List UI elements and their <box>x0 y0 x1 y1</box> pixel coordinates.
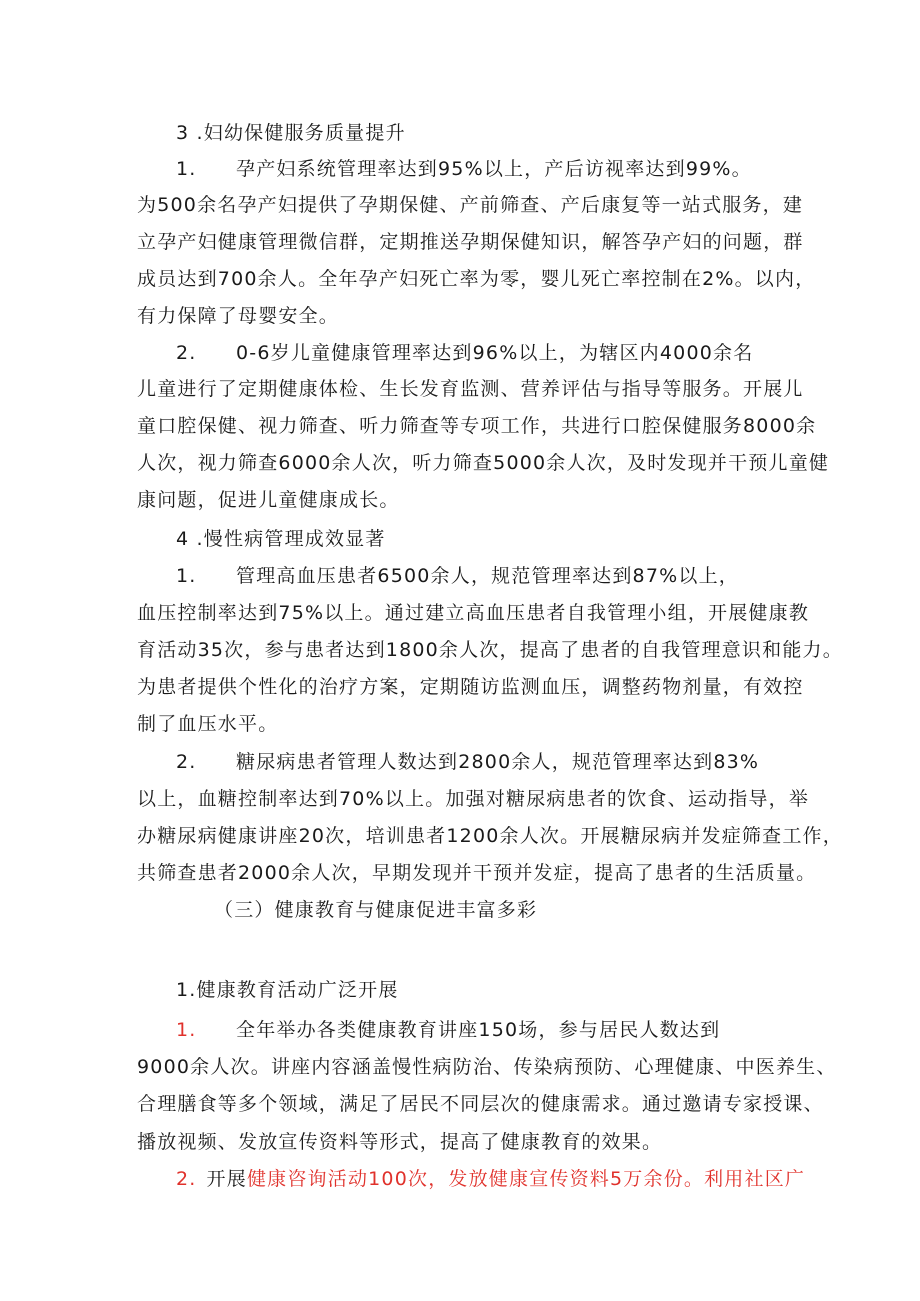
item-number: 2. <box>176 342 197 364</box>
paragraph-line: 播放视频、发放宣传资料等形式，提高了健康教育的效果。 <box>137 1131 663 1153</box>
item-heading-text: 糖尿病患者管理人数达到2800余人，规范管理率达到83% <box>236 751 760 773</box>
subsection-heading: 1.健康教育活动广泛开展 <box>176 979 399 1001</box>
section-heading-chronic-disease: 4 .慢性病管理成效显著 <box>176 528 386 550</box>
item-heading <box>176 750 759 774</box>
item-number: 1. <box>176 158 197 180</box>
paragraph-line: 制了血压水平。 <box>137 713 279 735</box>
paragraph-line: 9000余人次。讲座内容涵盖慢性病防治、传染病预防、心理健康、中医养生、 <box>137 1056 837 1078</box>
paragraph-line: 办糖尿病健康讲座20次，培训患者1200余人次。开展糖尿病并发症筛查工作， <box>137 825 843 847</box>
item-heading-highlight: 健康咨询活动100次，发放健康宣传资料5万余份。利用社区广 <box>246 1168 806 1190</box>
paragraph-line: 有力保障了母婴安全。 <box>137 305 340 327</box>
paragraph-line: 康问题，促进儿童健康成长。 <box>137 489 400 511</box>
paragraph-line: 共筛查患者2000余人次，早期发现并干预并发症，提高了患者的生活质量。 <box>137 862 817 884</box>
item-heading <box>176 157 752 181</box>
paragraph-line: 童口腔保健、视力筛查、听力筛查等专项工作，共进行口腔保健服务8000余 <box>137 415 817 437</box>
paragraph-line: 成员达到700余人。全年孕产妇死亡率为零，婴儿死亡率控制在2%。以内， <box>137 268 816 290</box>
paragraph-line: 为患者提供个性化的治疗方案，定期随访监测血压，调整药物剂量，有效控 <box>137 676 804 698</box>
paragraph-line: 为500余名孕产妇提供了孕期保健、产前筛查、产后康复等一站式服务，建 <box>137 194 804 216</box>
item-heading-text: 全年举办各类健康教育讲座150场，参与居民人数达到 <box>236 1019 721 1041</box>
item-heading <box>176 564 739 588</box>
paragraph-line: 儿童进行了定期健康体检、生长发育监测、营养评估与指导等服务。开展儿 <box>137 378 804 400</box>
paragraph-line: 育活动35次，参与患者达到1800余人次，提高了患者的自我管理意识和能力。 <box>137 639 843 661</box>
item-heading <box>176 1167 805 1191</box>
item-heading-text: 管理高血压患者6500余人，规范管理率达到87%以上， <box>236 565 739 587</box>
item-number: 2. <box>176 1168 197 1190</box>
paragraph-line: 血压控制率达到75%以上。通过建立高血压患者自我管理小组，开展健康教 <box>137 602 810 624</box>
item-number: 1. <box>176 1019 197 1041</box>
paragraph-line: 人次，视力筛查6000余人次，听力筛查5000余人次，及时发现并干预儿童健 <box>137 452 830 474</box>
paragraph-line: 合理膳食等多个领域，满足了居民不同层次的健康需求。通过邀请专家授课、 <box>137 1093 824 1115</box>
paragraph-line: 以上，血糖控制率达到70%以上。加强对糖尿病患者的饮食、运动指导，举 <box>137 788 810 810</box>
item-heading <box>176 1018 720 1042</box>
paragraph-line: 立孕产妇健康管理微信群，定期推送孕期保健知识，解答孕产妇的问题，群 <box>137 231 804 253</box>
item-heading <box>176 341 753 365</box>
item-heading-text: 孕产妇系统管理率达到95%以上，产后访视率达到99%。 <box>236 158 752 180</box>
item-number: 1. <box>176 565 197 587</box>
section-heading-maternal-child: 3 .妇幼保健服务质量提升 <box>176 122 406 144</box>
item-number: 2. <box>176 751 197 773</box>
item-heading-text: 0-6岁儿童健康管理率达到96%以上，为辖区内4000余名 <box>236 342 754 364</box>
item-heading-text: 开展 <box>206 1168 247 1190</box>
section-heading-health-education: （三）健康教育与健康促进丰富多彩 <box>214 899 538 921</box>
